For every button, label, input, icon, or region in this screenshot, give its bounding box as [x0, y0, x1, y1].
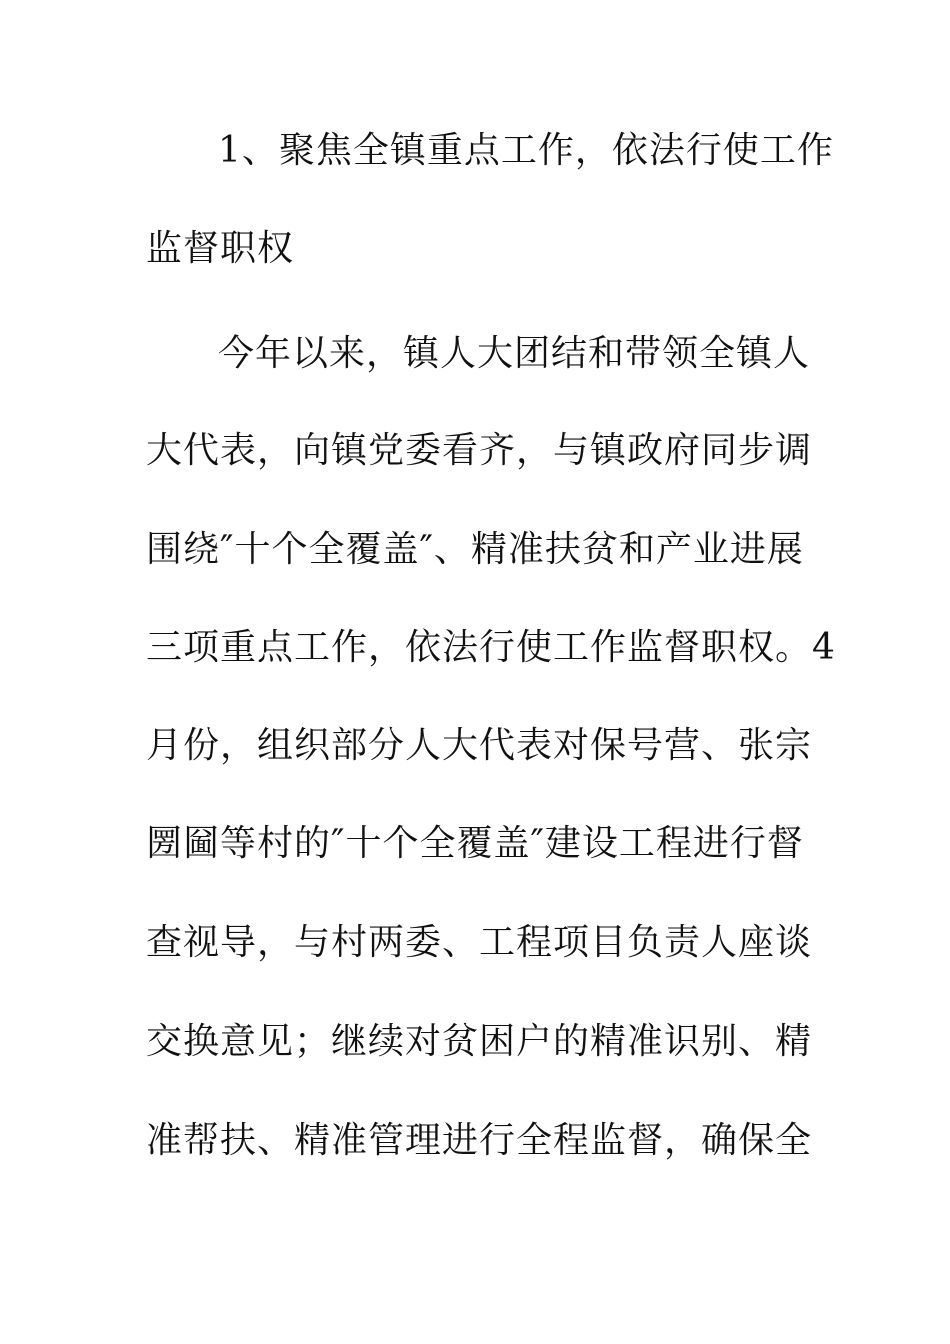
paragraph-line-4: 三项重点工作，依法行使工作监督职权。4 — [146, 627, 836, 668]
paragraph-line-9: 准帮扶、精准管理进行全程监督，确保全 — [146, 1120, 813, 1161]
heading-line-1: 1、聚焦全镇重点工作，依法行使工作 — [218, 130, 834, 171]
paragraph-line-7: 查视导，与村两委、工程项目负责人座谈 — [146, 922, 813, 963]
paragraph-line-2: 大代表，向镇党委看齐，与镇政府同步调 — [146, 430, 813, 471]
paragraph-line-6: 圐圙等村的″十个全覆盖″建设工程进行督 — [146, 823, 804, 864]
heading-line-2: 监督职权 — [146, 228, 295, 269]
paragraph-line-1: 今年以来，镇人大团结和带领全镇人 — [218, 333, 811, 374]
paragraph-line-3: 围绕″十个全覆盖″、精准扶贫和产业进展 — [146, 529, 804, 570]
paragraph-line-5: 月份，组织部分人大代表对保号营、张宗 — [146, 725, 813, 766]
paragraph-line-8: 交换意见；继续对贫困户的精准识别、精 — [146, 1021, 813, 1062]
